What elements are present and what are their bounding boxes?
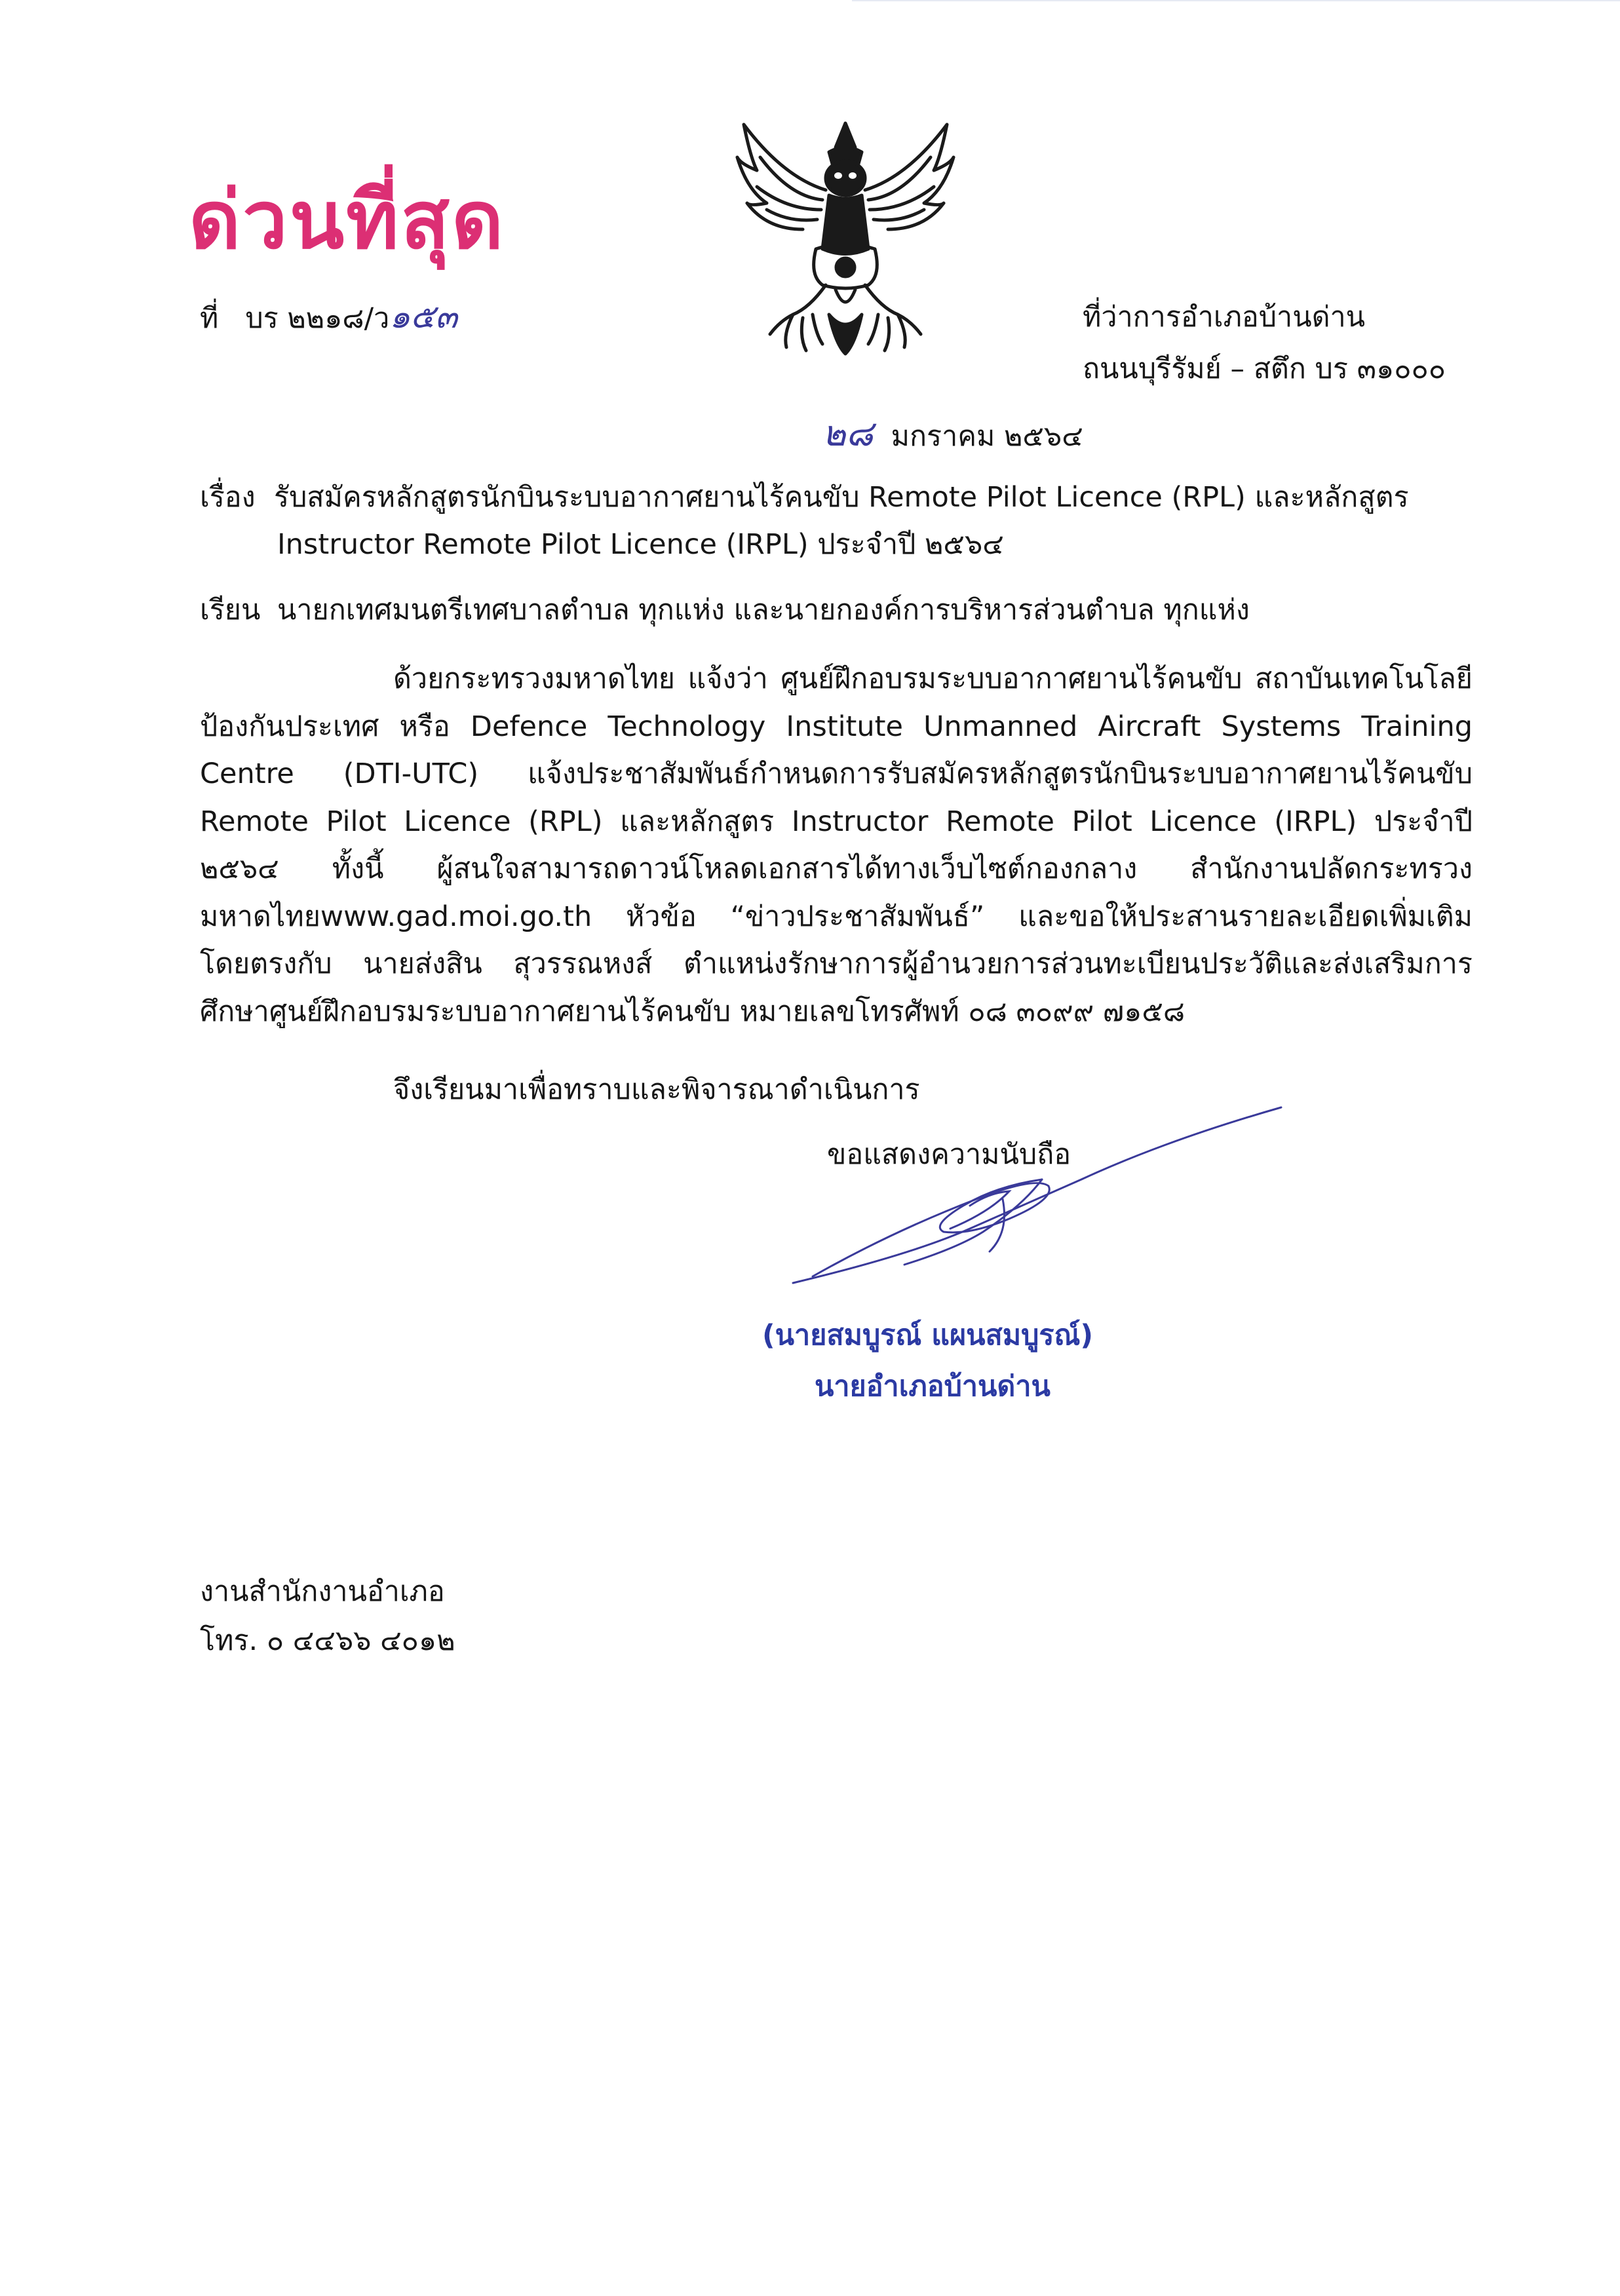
recipient-label: เรียน: [200, 594, 261, 626]
recipient-text: นายกเทศมนตรีเทศบาลตำบล ทุกแห่ง และนายกองค์การบริหารส่วนตำบล ทุกแห่ง: [277, 594, 1250, 626]
subject-label: เรื่อง: [200, 481, 256, 514]
body-paragraph: ด้วยกระทรวงมหาดไทย แจ้งว่า ศูนย์ฝึกอบรมระบบอากาศยานไร้คนขับ สถาบันเทคโนโลยีป้องกันประเทศ หรือ Defence Technology Institute Unmanned Aircraft Systems Training Centre (DTI-UTC) แจ้งประชาสัมพันธ์กำหนดการรับสมัครหลักสูตรนักบินระบบอากาศยานไร้คนขับ Remote Pilot Licence (RPL) และหลักสูตร Instructor Remote Pilot Licence (IRPL) ประจำปี ๒๕๖๔ ทั้งนี้ ผู้สนใจสามารถดาวน์โหลดเอกสารได้ทางเว็บไซต์กองกลาง สำนักงานปลัดกระทรวงมหาดไทยwww.gad.moi.go.th หัวข้อ “ข่าวประชาสัมพันธ์” และขอให้ประสานรายละเอียดเพิ่มเติมโดยตรงกับ นายส่งสิน สุวรรณหงส์ ตำแหน่งรักษาการผู้อำนวยการส่วนทะเบียนประวัติและส่งเสริมการศึกษาศูนย์ฝึกอบรมระบบอากาศยานไร้คนขับ หมายเลขโทรศัพท์ ๐๘ ๓๐๙๙ ๗๑๕๘: [200, 662, 1473, 1028]
garuda-emblem-icon: [731, 118, 960, 360]
signer-title: นายอำเภอบ้านด่าน: [815, 1370, 1051, 1403]
signature-icon: [773, 1101, 1298, 1297]
scan-edge-line: [852, 0, 1620, 1]
subject-line-2: Instructor Remote Pilot Licence (IRPL) ประจำปี ๒๕๖๔: [277, 528, 1004, 561]
reference-label: ที่: [200, 302, 219, 335]
subject-line-1: รับสมัครหลักสูตรนักบินระบบอากาศยานไร้คนขับ Remote Pilot Licence (RPL) และหลักสูตร: [274, 481, 1409, 514]
closing-salutation: ขอแสดงความนับถือ: [827, 1138, 1071, 1171]
sender-address: ถนนบุรีรัมย์ – สตึก บร ๓๑๐๐๐: [1083, 353, 1446, 385]
reference-handwritten-number: ๑๕๓: [389, 297, 457, 335]
sender-office: ที่ว่าการอำเภอบ้านด่าน: [1083, 301, 1366, 334]
reference-number: [200, 296, 457, 337]
signer-name: (นายสมบูรณ์ แผนสมบูรณ์): [762, 1319, 1094, 1352]
reference-prefix: บร ๒๒๑๘/ว: [245, 302, 390, 335]
urgency-stamp: ด่วนที่สุด: [189, 174, 506, 267]
footer-department: งานสำนักงานอำเภอ: [200, 1575, 445, 1608]
footer-phone: โทร. ๐ ๔๔๖๖ ๔๐๑๒: [200, 1624, 455, 1657]
date-month-year: มกราคม ๒๕๖๔: [891, 420, 1083, 453]
closing-request: จึงเรียนมาเพื่อทราบและพิจารณาดำเนินการ: [393, 1073, 920, 1106]
date-handwritten-day: ๒๘: [822, 413, 874, 454]
letter-date: [822, 411, 1083, 456]
